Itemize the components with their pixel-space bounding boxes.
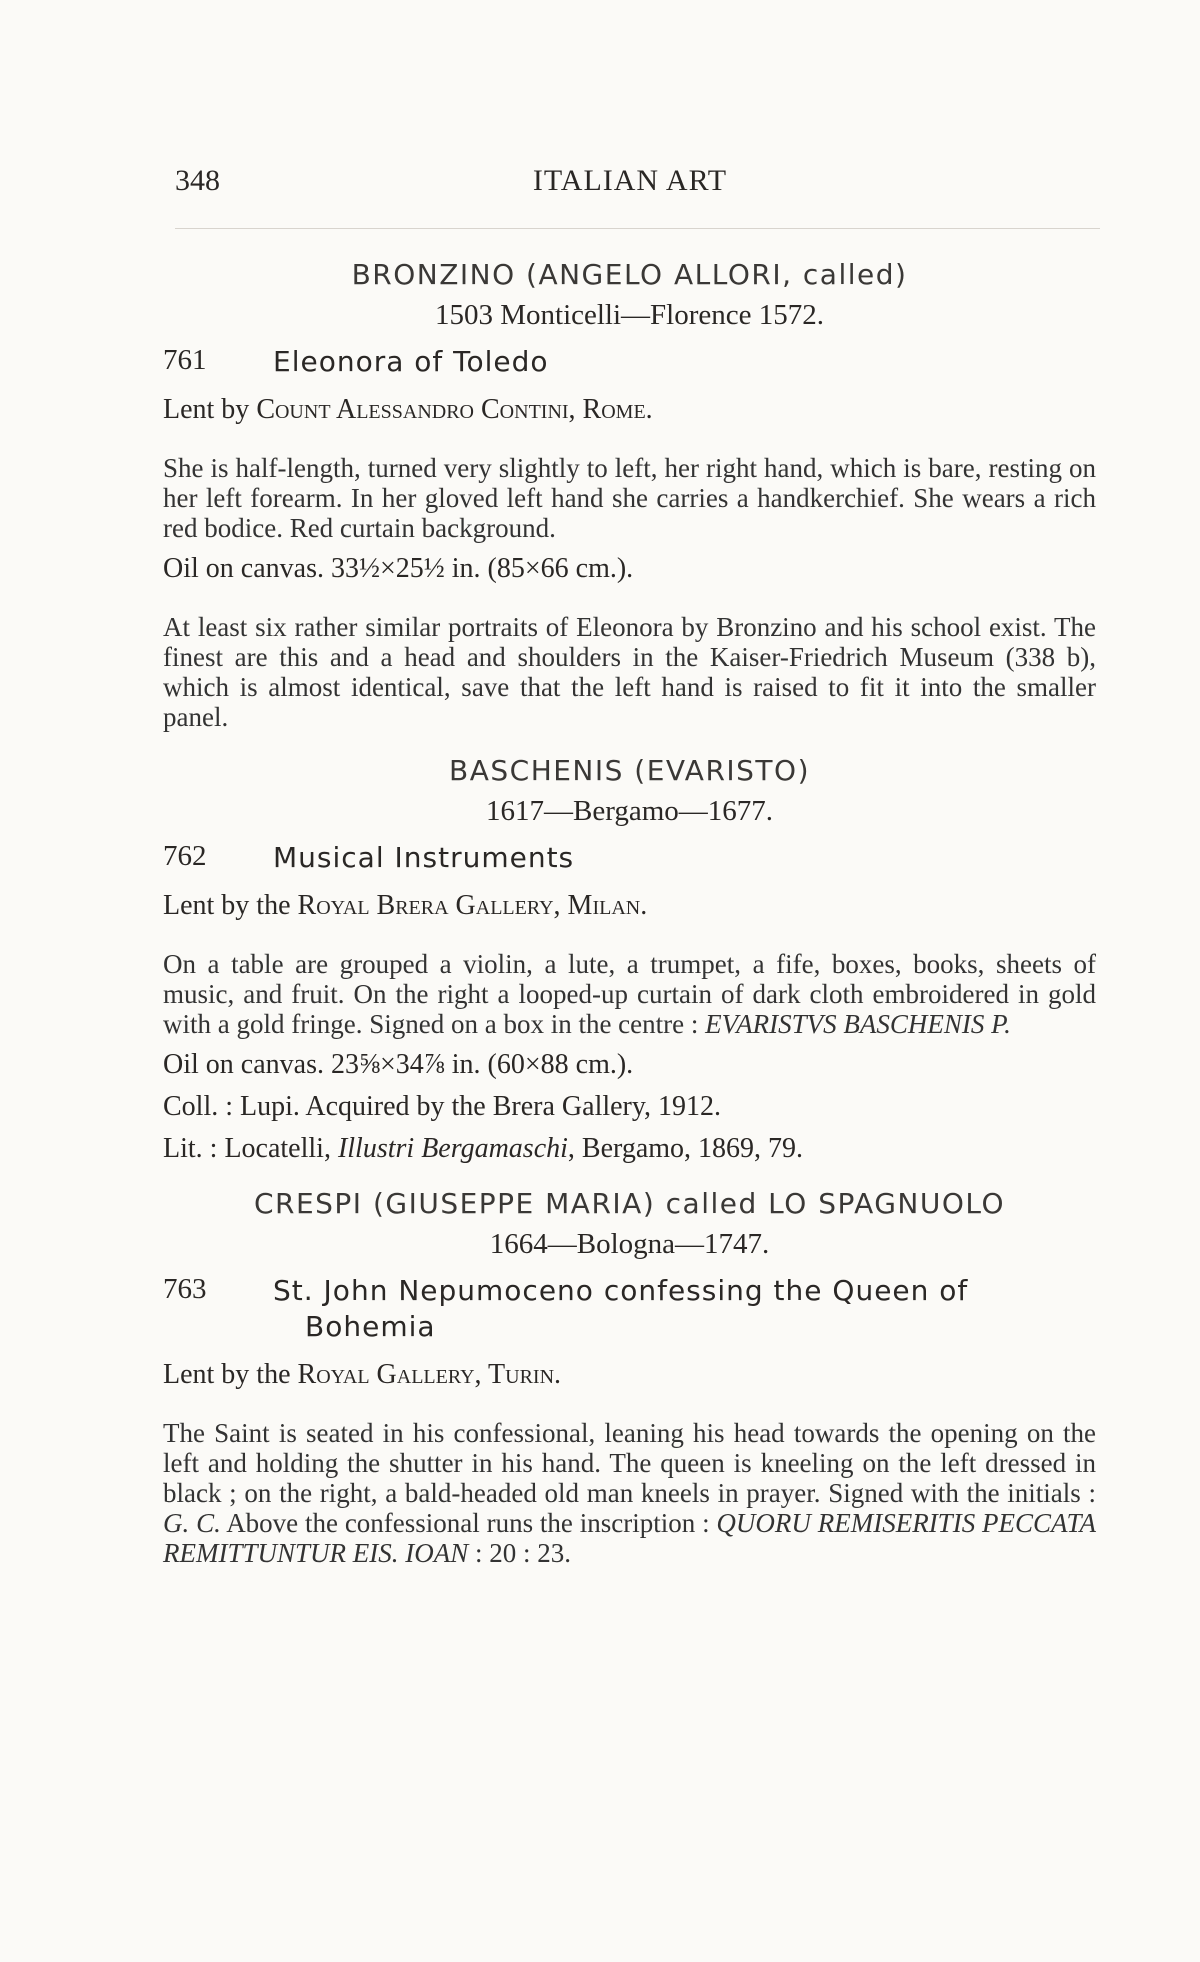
- lender-line: [163, 890, 1096, 922]
- lender-line: [163, 1359, 1096, 1391]
- literature-title: Illustri Bergamaschi: [337, 1133, 568, 1164]
- artist-dates: 1617—Bergamo—1677.: [485, 795, 774, 827]
- artist-name: BRONZINO (ANGELO ALLORI, called): [351, 258, 908, 291]
- entry-heading: [163, 1273, 1096, 1345]
- entry-heading: [163, 344, 1096, 380]
- description-continued: Above the confessional runs the inscription :: [226, 1508, 710, 1538]
- lender-prefix: Lent by the: [163, 890, 298, 921]
- artist-name: BASCHENIS (EVARISTO): [449, 754, 810, 787]
- initials-text: G. C.: [163, 1508, 221, 1538]
- description-text: On a table are grouped a violin, a lute, a trumpet, a fife, boxes, books, sheets of music, and fruit. On the right a looped-up curtain of dark cloth embroidered in gold with a gold fringe. Signed on a box in the centre :: [163, 949, 1096, 1039]
- entry-title-line-1: St. John Nepumoceno confessing the Queen of: [273, 1274, 969, 1307]
- entry-description: She is half-length, turned very slightly to left, her right hand, which is bare, resting on her left forearm. In her gloved left hand she carries a handkerchief. She wears a rich red bodice. Red curtain background.: [163, 453, 1096, 543]
- entry-title: [273, 1273, 1096, 1345]
- catalogue-content: [163, 258, 1096, 1590]
- artist-dates: 1503 Monticelli—Florence 1572.: [434, 299, 825, 331]
- literature-suffix: , Bergamo, 1869, 79.: [567, 1133, 804, 1164]
- entry-number: 761: [163, 344, 207, 376]
- entry-description: [163, 1418, 1096, 1568]
- header-rule: [175, 228, 1100, 229]
- entry-description: [163, 949, 1096, 1039]
- entry-note: At least six rather similar portraits of Eleonora by Bronzino and his school exist. The finest are this and a head and shoulders in the Kaiser-Friedrich Museum (338 b), which is almost identical, save that the left hand is raised to fit it into the smaller panel.: [163, 612, 1096, 732]
- inscription-text: QUORU REMISERITIS PECCATA REMITTUNTUR EIS. IOAN: [163, 1508, 1097, 1568]
- lender-prefix: Lent by the: [163, 1359, 298, 1390]
- entry-title: Eleonora of Toledo: [273, 345, 549, 378]
- medium-line: Oil on canvas. 33½×25½ in. (85×66 cm.).: [163, 553, 634, 584]
- entry-title: Musical Instruments: [273, 841, 575, 874]
- entry-title-line-2: Bohemia: [305, 1310, 436, 1343]
- running-head: [175, 164, 1085, 204]
- page-number: 348: [175, 164, 220, 197]
- signature-text: EVARISTVS BASCHENIS P.: [705, 1009, 1011, 1039]
- artist-section-crespi: [163, 1187, 1096, 1568]
- lender-name: Count Alessandro Contini, Rome.: [256, 394, 653, 425]
- entry-heading: [163, 840, 1096, 876]
- lender-name: Royal Gallery, Turin.: [297, 1359, 562, 1390]
- running-title: ITALIAN ART: [532, 164, 728, 197]
- artist-section-baschenis: [163, 754, 1096, 1165]
- literature-line: [163, 1133, 1096, 1165]
- description-text: The Saint is seated in his confessional, leaning his head towards the opening on the left and holding the shutter in his hand. The queen is kneeling on the left dressed in black ; on the right, a bald-headed old man kneels in prayer. Signed with the initials :: [163, 1418, 1096, 1508]
- lender-prefix: Lent by: [163, 394, 257, 425]
- artist-name: CRESPI (GIUSEPPE MARIA) called LO SPAGNUOLO: [253, 1187, 1006, 1220]
- artist-dates: 1664—Bologna—1747.: [489, 1228, 770, 1260]
- inscription-reference: : 20 : 23.: [475, 1538, 572, 1568]
- lender-name: Royal Brera Gallery, Milan.: [297, 890, 648, 921]
- medium-line: Oil on canvas. 23⅝×34⅞ in. (60×88 cm.).: [163, 1049, 634, 1080]
- collection-line: Coll. : Lupi. Acquired by the Brera Gallery, 1912.: [163, 1091, 722, 1122]
- entry-number: 763: [163, 1273, 207, 1305]
- lender-line: [163, 394, 1096, 426]
- literature-prefix: Lit. : Locatelli,: [163, 1133, 338, 1164]
- entry-number: 762: [163, 840, 207, 872]
- artist-section-bronzino: [163, 258, 1096, 732]
